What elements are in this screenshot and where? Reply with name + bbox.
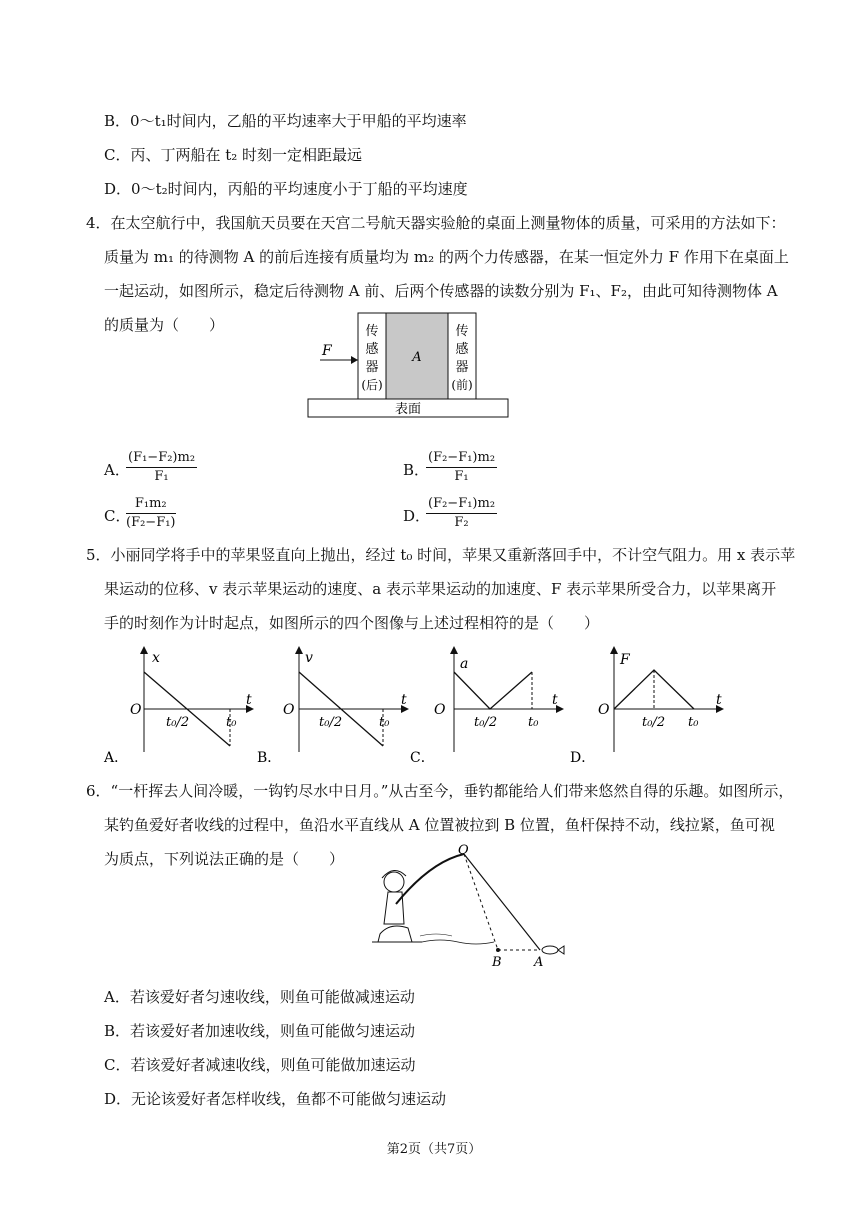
svg-text:A: A <box>534 955 544 970</box>
fraction-denominator: F₁ <box>454 469 469 484</box>
svg-text:t: t <box>716 692 722 708</box>
sensor-front-char-4: (前) <box>451 378 473 392</box>
q4-stem-line-4: 的质量为（ ） <box>104 316 225 334</box>
svg-text:t: t <box>401 692 407 708</box>
fisherman-head <box>384 872 404 892</box>
fraction-denominator: F₂ <box>454 515 469 530</box>
q4-sensor-figure <box>300 305 520 423</box>
q4-option-c-fraction <box>126 495 176 532</box>
svg-text:t₀/2: t₀/2 <box>642 715 666 730</box>
svg-text:x: x <box>152 650 160 666</box>
sensor-front-char-2: 感 <box>455 342 469 357</box>
svg-text:t₀: t₀ <box>688 715 699 730</box>
svg-text:B: B <box>492 955 502 970</box>
svg-text:C．: C． <box>410 750 435 766</box>
svg-text:O: O <box>130 702 142 718</box>
sensor-front-char-3: 器 <box>455 360 469 375</box>
svg-text:B．: B． <box>257 750 282 766</box>
fraction-numerator: (F₂−F₁)m₂ <box>426 449 497 468</box>
graph-line <box>454 672 532 709</box>
table-label: 表面 <box>394 402 422 417</box>
q6-option-b: B．若该爱好者加速收线，则鱼可能做匀速运动 <box>104 1022 416 1040</box>
q5-stem-line-3: 手的时刻作为计时起点，如图所示的四个图像与上述过程相符的是（ ） <box>104 614 600 632</box>
q5-stem-line-2: 果运动的位移、v 表示苹果运动的速度、a 表示苹果运动的加速度、F 表示苹果所受合力，以苹果离开 <box>104 580 777 598</box>
svg-text:O: O <box>283 702 295 718</box>
page-footer: 第2页（共7页） <box>386 1142 482 1157</box>
fisherman-seat <box>378 926 412 942</box>
sensor-front-char-1: 传 <box>455 324 469 339</box>
sensor-back-char-2: 感 <box>365 342 379 357</box>
q4-option-b-fraction <box>426 449 497 486</box>
svg-text:t: t <box>246 692 252 708</box>
svg-text:t₀: t₀ <box>226 715 237 730</box>
svg-text:A．: A． <box>104 750 129 766</box>
q5-graph-c <box>410 642 570 770</box>
fraction-numerator: (F₁−F₂)m₂ <box>126 449 197 468</box>
q3-option-c: C．丙、丁两船在 t₂ 时刻一定相距最远 <box>104 146 363 164</box>
q3-option-b: B．0～t₁时间内，乙船的平均速率大于甲船的平均速率 <box>104 112 467 130</box>
svg-text:D．: D． <box>570 750 596 766</box>
q6-stem-line-3: 为质点，下列说法正确的是（ ） <box>104 850 345 868</box>
fish-icon <box>542 946 558 954</box>
fraction-numerator: (F₂−F₁)m₂ <box>426 495 497 514</box>
q4-option-d-label: D． <box>403 507 431 525</box>
q5-graph-b <box>255 642 415 770</box>
fraction-denominator: (F₂−F₁) <box>126 515 176 530</box>
q6-stem-line-1: 6．“一杆挥去人间冷暖，一钩钓尽水中日月。”从古至今，垂钓都能给人们带来悠然自得的乐趣。如图所示， <box>86 782 794 800</box>
sensor-back-char-3: 器 <box>365 360 379 375</box>
fishing-line <box>464 854 540 950</box>
svg-text:t₀/2: t₀/2 <box>166 715 190 730</box>
sensor-back-char-4: (后) <box>361 378 383 392</box>
q3-option-d: D．0～t₂时间内，丙船的平均速度小于丁船的平均速度 <box>104 180 468 198</box>
svg-text:t₀: t₀ <box>528 715 539 730</box>
svg-text:O: O <box>458 843 469 858</box>
q4-option-a-label: A． <box>104 461 130 479</box>
q5-stem-line-1: 5．小丽同学将手中的苹果竖直向上抛出，经过 t₀ 时间，苹果又重新落回手中，不计空气阻力。用 x 表示苹 <box>86 546 796 564</box>
block-a-label: A <box>412 350 422 365</box>
q5-graph-d <box>570 642 735 770</box>
force-label: F <box>322 343 332 359</box>
svg-text:t₀/2: t₀/2 <box>319 715 343 730</box>
svg-text:t: t <box>552 692 558 708</box>
svg-text:O: O <box>434 702 446 718</box>
q4-option-c-label: C． <box>104 507 131 525</box>
q4-stem-line-2: 质量为 m₁ 的待测物 A 的前后连接有质量均为 m₂ 的两个力传感器，在某一恒定外力 F 作用下在桌面上 <box>104 248 789 266</box>
q4-option-d-fraction <box>426 495 497 532</box>
svg-text:t₀: t₀ <box>379 715 390 730</box>
fraction-denominator: F₁ <box>154 469 169 484</box>
q6-option-d: D．无论该爱好者怎样收线，鱼都不可能做匀速运动 <box>104 1090 447 1108</box>
svg-text:v: v <box>305 650 313 666</box>
q4-option-b-label: B． <box>403 461 430 479</box>
svg-text:O: O <box>598 702 610 718</box>
q4-stem-line-3: 一起运动，如图所示，稳定后待测物 A 前、后两个传感器的读数分别为 F₁、F₂，由此可知待测物体 A <box>104 282 778 300</box>
svg-text:t₀/2: t₀/2 <box>474 715 498 730</box>
q4-option-a-fraction <box>126 449 197 486</box>
svg-text:a: a <box>460 656 469 672</box>
fraction-numerator: F₁m₂ <box>126 495 176 514</box>
q5-graph-a <box>100 642 260 770</box>
q6-option-c: C．若该爱好者减速收线，则鱼可能做加速运动 <box>104 1056 416 1074</box>
sensor-back-char-1: 传 <box>365 324 379 339</box>
svg-text:F: F <box>620 652 630 668</box>
q4-stem-line-1: 4．在太空航行中，我国航天员要在天宫二号航天器实验舱的桌面上测量物体的质量，可采用的方法如下： <box>86 214 786 232</box>
q6-stem-line-2: 某钓鱼爱好者收线的过程中，鱼沿水平直线从 A 位置被拉到 B 位置，鱼杆保持不动，线拉紧，鱼可视 <box>104 816 775 834</box>
q6-fishing-figure <box>360 842 580 970</box>
q6-option-a: A．若该爱好者匀速收线，则鱼可能做减速运动 <box>104 988 415 1006</box>
fishing-rod <box>396 854 464 904</box>
